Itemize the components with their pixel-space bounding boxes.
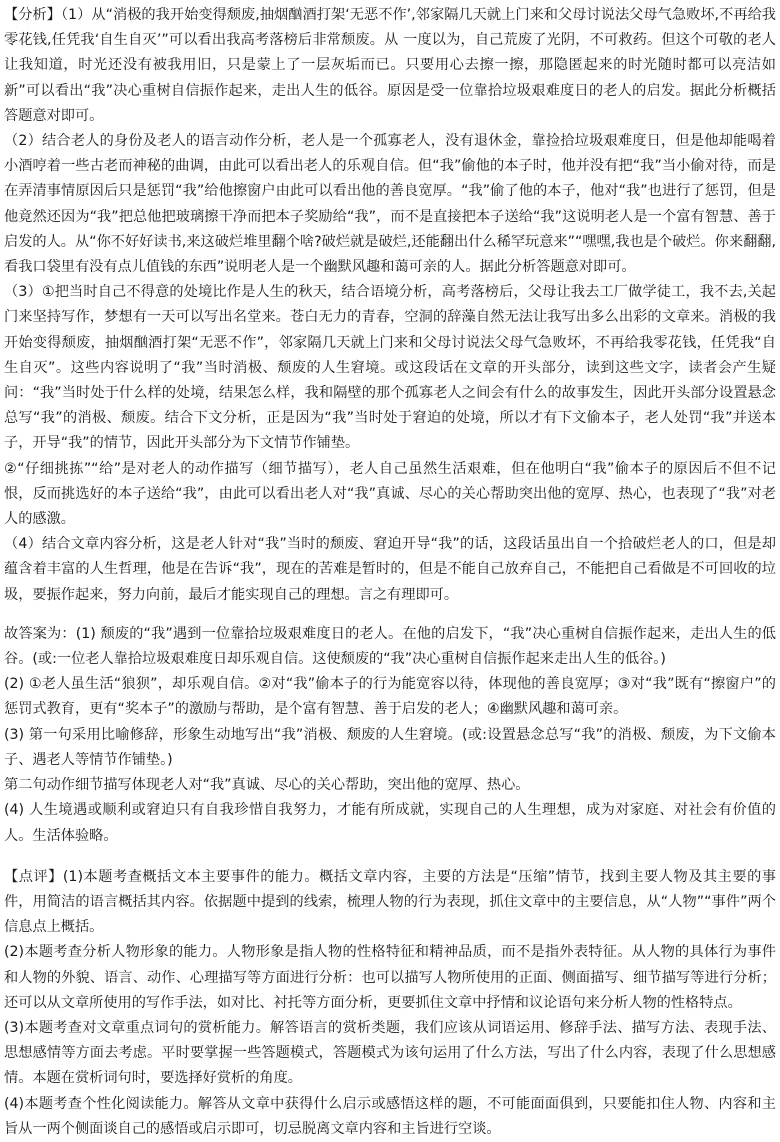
analysis-section [4,3,776,608]
answer-paragraph-4: 第二句动作细节描写体现老人对“我”真诚、尽心的关心帮助，突出他的宽厚、热心。 [4,777,530,794]
analysis-paragraph-1: 【分析】（1）从“消极的我开始变得颓废,抽烟酗酒打架‘无恶不作’,邻家隔几天就上门来和父母讨说法父母气急败坏,不再给我零花钱,任凭我‘自生自灭’”可以看出我高考落榜后非常颓废。从 一度以为，自己荒废了光阴，不可救药。但这个可敬的老人让我知道，时光还没有被我用旧，只是蒙上了一层灰垢而已。只要用心去擦一擦，那隐匿起来的时光随时都可以亮洁如新”可以看出“我”决心重树自信振作起来，走出人生的低谷。原因是受一位靠拾垃圾艰难度日的老人的启发。据此分析概括答题意对即可。 [4,7,776,124]
answer-section [4,622,776,849]
analysis-paragraph-5: （4）结合文章内容分析，这是老人针对“我”当时的颓废、窘迫开导“我”的话，这段话虽出自一个拾破烂老人的口，但是却蕴含着丰富的人生哲理，他是在告诉“我”，现在的苦难是暂时的，但是不能自己放弃自己，不能把自己看做是不可回收的垃圾，要振作起来，努力向前，最后才能实现自己的理想。言之有理即可。 [4,536,776,603]
analysis-paragraph-2: （2）结合老人的身份及老人的语言动作分析，老人是一个孤寡老人，没有退休金，靠捡拾垃圾艰难度日，但是他却能喝着小酒哼着一些古老而神秘的曲调，由此可以看出老人的乐观自信。但“我”偷他的本子时，他并没有把“我”当小偷对待，而是在弄清事情原因后只是惩罚“我”给他擦窗户由此可以看出他的善良宽厚。“我”偷了他的本子，他对“我”也进行了惩罚，但是他竟然还因为“我”把总他把玻璃擦干净而把本子奖励给“我”，而不是直接把本子送给“我”这说明老人是一个富有智慧、善于启发的人。从“你不好好读书,来这破烂堆里翻个啥?破烂就是破烂,还能翻出什么稀罕玩意来”“嘿嘿,我也是个破烂。你来翻翻,看我口袋里有没有点儿值钱的东西”说明老人是一个幽默风趣和蔼可亲的人。据此分析答题意对即可。 [4,133,776,276]
review-paragraph-4: (4)本题考查个性化阅读能力。解答从文章中获得什么启示或感悟这样的题，不可能面面俱到，只要能扣住人物、内容和主旨从一两个侧面谈自己的感悟或启示即可，切忌脱离文章内容和主旨进行空谈。 [4,1095,776,1137]
analysis-paragraph-4: ②“仔细挑拣”“给”是对老人的动作描写（细节描写），老人自己虽然生活艰难，但在他明白“我”偷本子的原因后不但不记恨，反而挑选好的本子送给“我”，由此可以看出老人对“我”真诚、尽心的关心帮助突出他的宽厚、热心，也表现了“我”对老人的感激。 [4,460,776,528]
analysis-paragraph-3: （3）①把当时自己不得意的处境比作是人生的秋天，结合语境分析，高考落榜后，父母让我去工厂做学徒工，我不去,关起门来坚持写作，梦想有一天可以写出名堂来。苍白无力的青春，空洞的辞藻自然无法让我写出多么出彩的文章来。消极的我开始变得颓废，抽烟酗酒打架“无恶不作”，邻家隔几天就上门来和父母讨说法父母气急败坏，不再给我零花钱，任凭我“自生自灭”。这些内容说明了“我”当时消极、颓废的人生窘境。或这段话在文章的开头部分，读到这些文字，读者会产生疑问：“我”当时处于什么样的处境，结果怎么样，我和隔壁的那个孤寡老人之间会有什么的故事发生，因此开头部分设置悬念总写“我”的消极、颓废。结合下文分析，正是因为“我”当时处于窘迫的处境，所以才有下文偷本子，老人处罚“我”并送本子，开导“我”的情节，因此开头部分为下文情节作铺垫。 [4,284,776,452]
review-paragraph-2: (2)本题考查分析人物形象的能力。人物形象是指人物的性格特征和精神品质，而不是指外表特征。从人物的具体行为事件和人物的外貌、语言、动作、心理描写等方面进行分析：也可以描写人物所使用的正面、侧面描写、细节描写等进行分析；还可以从文章所使用的写作手法，如对比、衬托等方面分析，更要抓住文章中抒情和议论语句来分析人物的性格特点。 [4,944,776,1011]
answer-paragraph-5: (4) 人生境遇或顺利或窘迫只有自我珍惜自我努力，才能有所成就，实现自己的人生理想，成为对家庭、对社会有价值的人。生活体验略。 [4,802,776,844]
review-paragraph-3: (3)本题考查对文章重点词句的赏析能力。解答语言的赏析类题，我们应该从词语运用、修辞手法、描写方法、表现手法、思想感情等方面去考虑。平时要掌握一些答题模式，答题模式为该句运用了什么方法，写出了什么内容，表现了什么思想感情。本题在赏析词句时，要选择好赏析的角度。 [4,1019,776,1087]
answer-paragraph-2: (2) ①老人虽生活“狼狈”，却乐观自信。②对“我”偷本子的行为能宽容以待，体现他的善良宽厚；③对“我”既有“擦窗户”的惩罚式教育，更有“奖本子”的激励与帮助，是个富有智慧、善于启发的老人；④幽默风趣和蔼可亲。 [4,676,776,718]
section-spacer [4,849,776,865]
review-section [4,865,776,1142]
answer-paragraph-3: (3) 第一句采用比喻修辞，形象生动地写出“我”消极、颓废的人生窘境。(或:设置悬念总写“我”的消极、颓废，为下文偷本子、遇老人等情节作铺垫。) [4,726,776,768]
answer-paragraph-1: 故答案为：(1) 颓废的“我”遇到一位靠拾垃圾艰难度日的老人。在他的启发下，“我”决心重树自信振作起来，走出人生的低谷。(或:一位老人靠拾垃圾艰难度日却乐观自信。这使颓废的“我”决心重树自信振作起来走出人生的低谷。) [4,625,776,668]
section-spacer [4,608,776,622]
review-paragraph-1: 【点评】(1)本题考查概括文本主要事件的能力。概括文章内容，主要的方法是“压缩”情节，找到主要人物及其主要的事件，用简洁的语言概括其内容。依据题中提到的线索，梳理人物的行为表现，抓住文章中的主要信息，从“人物”“事件”两个信息点上概括。 [4,868,776,936]
